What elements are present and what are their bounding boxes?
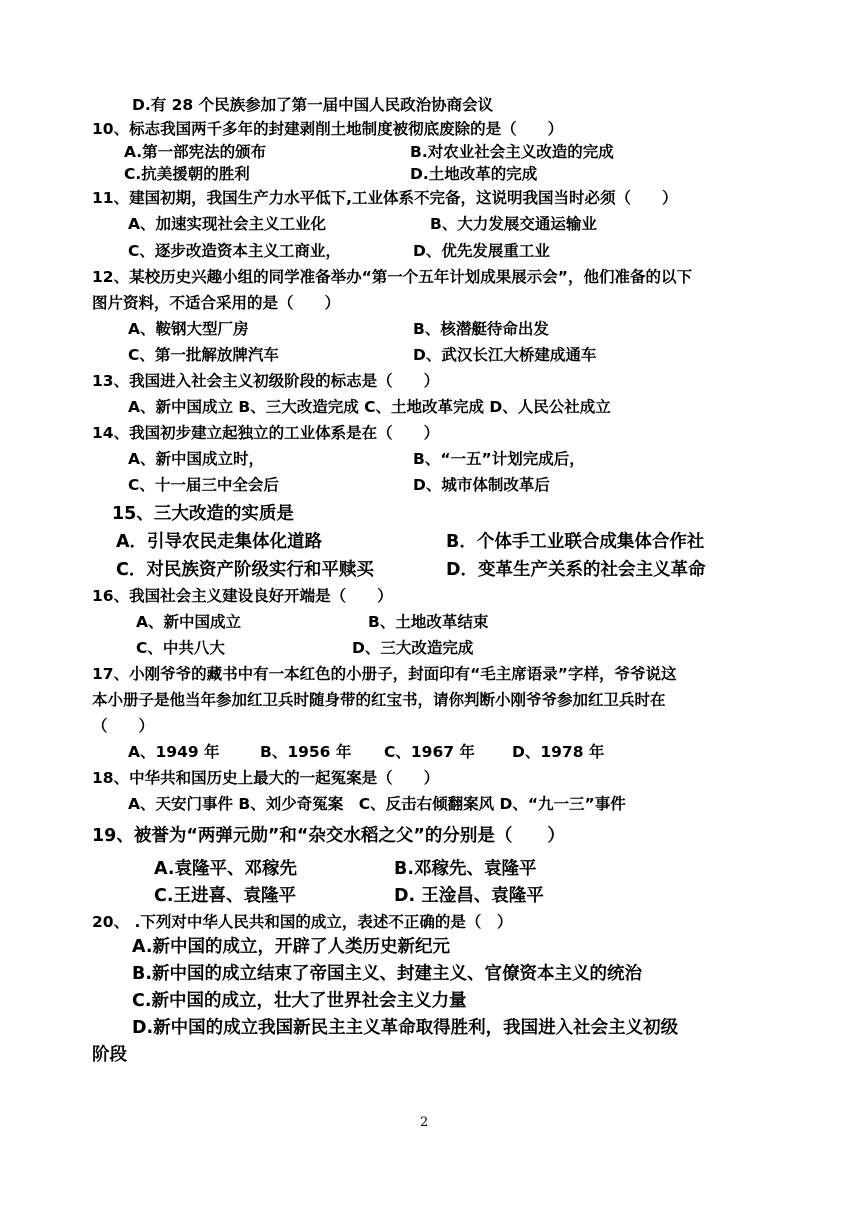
option-text: A.新中国的成立，开辟了人类历史新纪元 (132, 937, 451, 957)
option-text: D、1978 年 (512, 743, 605, 761)
option-text: B、1956 年 (260, 743, 352, 761)
option-text: B、“一五”计划完成后， (413, 450, 585, 468)
option-text: D、三大改造完成 (352, 639, 474, 657)
option-text: B．个体手工业联合成集体合作社 (446, 532, 705, 552)
question-17-cont: 本小册子是他当年参加红卫兵时随身带的红宝书，请你判断小刚爷爷参加红卫兵时在 (92, 691, 666, 709)
option-text: B.新中国的成立结束了帝国主义、封建主义、官僚资本主义的统治 (132, 964, 642, 984)
option-text: A、新中国成立 (136, 613, 241, 631)
option-text-cont: 阶段 (92, 1045, 127, 1065)
option-text: B、土地改革结束 (368, 613, 489, 631)
question-13: 13、我国进入社会主义初级阶段的标志是（ ） (92, 372, 440, 390)
option-text: A、加速实现社会主义工业化 (128, 215, 326, 233)
question-19: 19、被誉为“两弹元勋”和“杂交水稻之父”的分别是（ ） (92, 826, 565, 846)
question-12-cont: 图片资料，不适合采用的是（ ） (92, 294, 341, 312)
question-16: 16、我国社会主义建设良好开端是（ ） (92, 587, 393, 605)
option-text: C、逐步改造资本主义工商业， (128, 242, 341, 260)
option-text: C、第一批解放牌汽车 (128, 346, 279, 364)
option-text: A.第一部宪法的颁布 (124, 143, 267, 161)
option-text: A、天安门事件 B、刘少奇冤案 C、反击右倾翻案风 D、“九一三”事件 (128, 795, 626, 813)
option-text: B.对农业社会主义改造的完成 (410, 143, 614, 161)
option-text: B、大力发展交通运输业 (430, 215, 597, 233)
question-10: 10、标志我国两千多年的封建剥削土地制度被彻底废除的是（ ） (92, 120, 564, 138)
option-text: D．变革生产关系的社会主义革命 (446, 560, 706, 580)
option-text: C.抗美援朝的胜利 (124, 165, 250, 183)
option-text: A、鞍钢大型厂房 (128, 320, 249, 338)
answer-blank: （ ） (92, 717, 155, 735)
option-text: D. 王淦昌、袁隆平 (394, 886, 544, 906)
option-text: A.袁隆平、邓稼先 (154, 859, 298, 879)
option-text: A、新中国成立时， (128, 450, 264, 468)
question-20: 20、 .下列对中华人民共和国的成立，表述不正确的是（ ） (92, 913, 513, 931)
option-text: D、优先发展重工业 (413, 242, 550, 260)
option-text: D、武汉长江大桥建成通车 (413, 346, 597, 364)
option-text: C、十一届三中全会后 (128, 476, 279, 494)
question-17: 17、小刚爷爷的藏书中有一本红色的小册子，封面印有“毛主席语录”字样，爷爷说这 (92, 665, 677, 683)
option-text: B.邓稼先、袁隆平 (394, 859, 537, 879)
option-text: C．对民族资产阶级实行和平赎买 (116, 560, 374, 580)
option-text: C.新中国的成立，壮大了世界社会主义力量 (132, 991, 467, 1011)
option-text: A、1949 年 (128, 743, 220, 761)
option-text: D.新中国的成立我国新民主主义革命取得胜利，我国进入社会主义初级 (132, 1018, 679, 1038)
option-text: D.有 28 个民族参加了第一届中国人民政治协商会议 (132, 96, 494, 114)
question-11: 11、建国初期，我国生产力水平低下,工业体系不完备，这说明我国当时必须（ ） (92, 189, 678, 207)
option-text: C.王进喜、袁隆平 (154, 886, 296, 906)
option-text: D.土地改革的完成 (410, 165, 538, 183)
question-18: 18、中华共和国历史上最大的一起冤案是（ ） (92, 769, 440, 787)
option-text: C、中共八大 (136, 639, 225, 657)
option-text: A．引导农民走集体化道路 (116, 532, 323, 552)
question-15: 15、三大改造的实质是 (112, 504, 294, 524)
option-text: B、核潜艇待命出发 (413, 320, 549, 338)
question-14: 14、我国初步建立起独立的工业体系是在（ ） (92, 424, 440, 442)
option-text: C、1967 年 (384, 743, 475, 761)
option-text: A、新中国成立 B、三大改造完成 C、土地改革完成 D、人民公社成立 (128, 398, 611, 416)
page-number: 2 (420, 1115, 429, 1130)
question-12: 12、某校历史兴趣小组的同学准备举办“第一个五年计划成果展示会”，他们准备的以下 (92, 268, 692, 286)
option-text: D、城市体制改革后 (413, 476, 550, 494)
